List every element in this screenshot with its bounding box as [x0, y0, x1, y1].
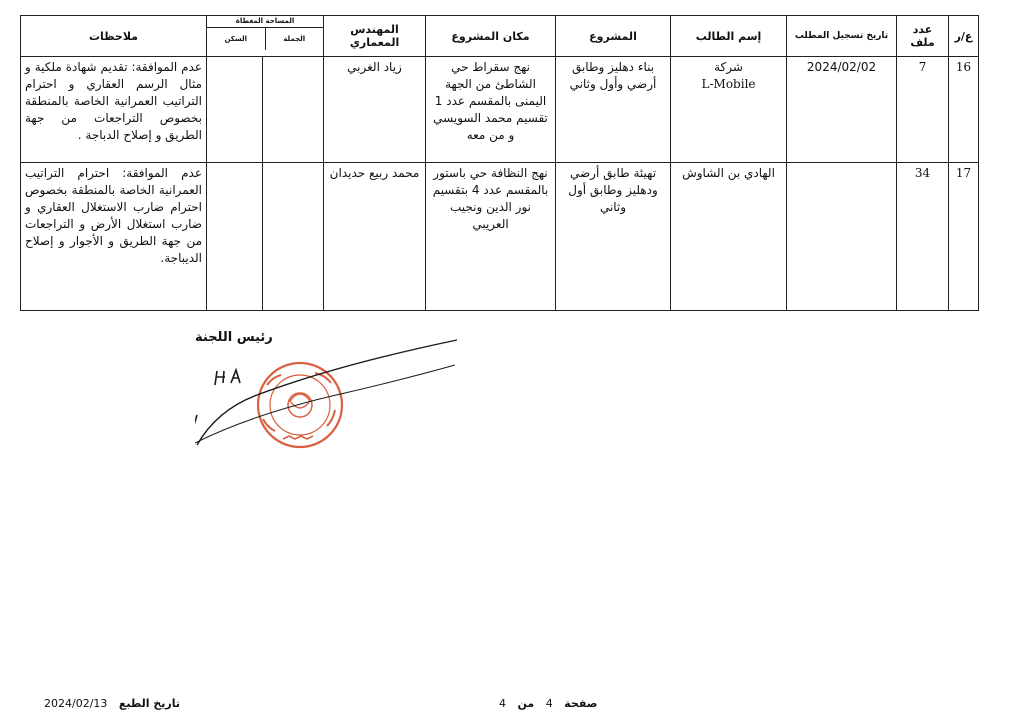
cell-request-date	[787, 163, 897, 311]
header-request-date: تاريخ تسجيل المطلب	[787, 16, 897, 57]
header-location: مكان المشروع	[426, 16, 556, 57]
cell-architect: محمد ربيع حديدان	[324, 163, 426, 311]
cell-location: نهج النظافة حي باستور بالمقسم عدد 4 بتقسيم نور الدين ونجيب العريبي	[426, 163, 556, 311]
signature-stamp-area	[195, 335, 465, 455]
applicant-line-1: شركة	[714, 60, 743, 74]
cell-architect: زياد الغربي	[324, 57, 426, 163]
applicant-line-2: L-Mobile	[701, 77, 756, 91]
official-seal	[258, 363, 342, 447]
header-project: المشروع	[556, 16, 671, 57]
cell-area-total	[263, 163, 324, 311]
cell-area-housing	[207, 57, 263, 163]
applicant-line-1: الهادي بن الشاوش	[682, 166, 775, 180]
header-area-group: المساحة المغطاة	[207, 16, 323, 28]
cell-project: تهيئة طابق أرضي ودهليز وطابق أول وثاني	[556, 163, 671, 311]
header-architect: المهندس المعماري	[324, 16, 426, 57]
cell-notes: عدم الموافقة: تقديم شهادة ملكية و مثال الرسم العقاري و احترام التراتيب العمرانية الخاصة بالمنطقة بخصوص التراجعات من جهة الطريق و إصلاح الدباجة .	[21, 57, 207, 163]
page-total: 4	[499, 697, 506, 710]
committee-chair-label: رئيس اللجنة	[195, 330, 273, 345]
header-area-housing: السكن	[224, 35, 247, 43]
cell-applicant	[671, 57, 787, 163]
print-date-label: تاريخ الطبع	[118, 697, 181, 710]
seal-and-signature-graphic	[195, 335, 465, 455]
cell-notes: عدم الموافقة: احترام التراتيب العمرانية الخاصة بالمنطقة بخصوص احترام ضارب الاستغلال العقاري و ضارب استغلال الأرض و التراجعات من جهة الطريق و الأجوار و إصلاح الديباجة.	[21, 163, 207, 311]
cell-file-number: 7	[897, 57, 949, 163]
cell-project: بناء دهليز وطابق أرضي وأول وثاني	[556, 57, 671, 163]
cell-file-number: 34	[897, 163, 949, 311]
cell-request-date: 2024/02/02	[787, 57, 897, 163]
table-row	[21, 163, 979, 311]
header-index: ع/ر	[949, 16, 979, 57]
header-area-total: الجملة	[265, 28, 324, 50]
permits-table	[20, 15, 979, 311]
header-file-number: عدد ملف	[897, 16, 949, 57]
table-header-row	[21, 16, 979, 57]
page-current: 4	[545, 697, 553, 710]
print-date-value: 2024/02/13	[44, 697, 108, 710]
cell-area-housing	[207, 163, 263, 311]
header-applicant: إسم الطالب	[671, 16, 787, 57]
cell-index: 17	[949, 163, 979, 311]
page-label: صفحة	[564, 697, 598, 710]
print-date-footer	[40, 697, 184, 710]
page-number-footer	[495, 697, 601, 710]
cell-applicant	[671, 163, 787, 311]
cell-location: نهج سقراط حي الشاطئ من الجهة اليمنى بالمقسم عدد 1 تقسيم محمد السويسي و من معه	[426, 57, 556, 163]
cell-index: 16	[949, 57, 979, 163]
header-covered-area	[207, 16, 324, 57]
header-notes: ملاحظات	[21, 16, 207, 57]
page-of-label: من	[517, 697, 535, 710]
cell-area-total	[263, 57, 324, 163]
table-row	[21, 57, 979, 163]
